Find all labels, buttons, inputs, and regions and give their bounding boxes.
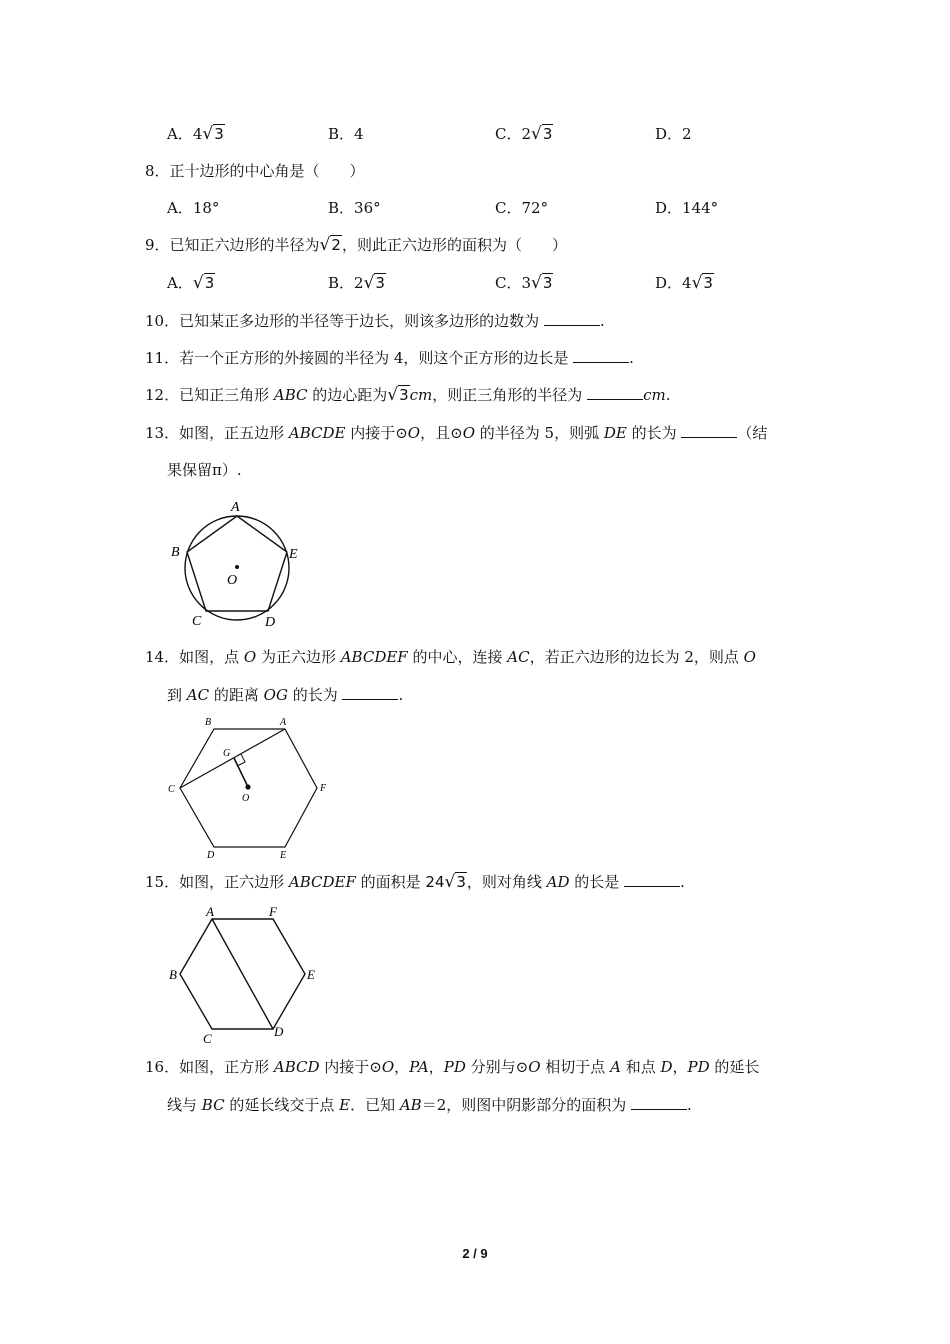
label-g: G: [223, 748, 231, 759]
q12-stem: 12．已知正三角形 ABC 的边心距为√3cm，则正三角形的半径为 cm.: [145, 385, 671, 405]
sqrt-symbol: √3: [387, 385, 409, 405]
label-f: F: [269, 904, 277, 919]
answer-blank[interactable]: [544, 311, 600, 326]
hexagon-figure-q14: [160, 712, 340, 862]
q8-stem: 8．正十边形的中心角是（ ）: [145, 162, 365, 180]
label-d: D: [207, 850, 215, 861]
diagonal-ad: [212, 919, 273, 1029]
segment-ac: [180, 729, 285, 788]
q9-stem: 9．已知正六边形的半径为√2，则此正六边形的面积为（ ）: [145, 235, 567, 255]
q7-option-c: C．2√3: [495, 124, 553, 144]
label-c: C: [192, 614, 202, 629]
q13-stem-line2: 果保留π）.: [167, 461, 242, 479]
segment-og: [234, 758, 248, 787]
sqrt-symbol: √2: [319, 235, 341, 255]
q9-option-c: C．3√3: [495, 273, 553, 293]
answer-blank[interactable]: [342, 685, 398, 700]
sqrt-symbol: √3: [202, 124, 224, 144]
answer-blank[interactable]: [631, 1095, 687, 1110]
label-e: E: [280, 850, 287, 861]
q7-option-d: D．2: [655, 125, 692, 143]
q9-option-b: B．2√3: [328, 273, 385, 293]
answer-blank[interactable]: [587, 385, 643, 400]
label-o: O: [227, 573, 238, 588]
label-c: C: [168, 784, 175, 795]
label-b: B: [205, 717, 212, 728]
sqrt-symbol: √3: [444, 872, 466, 892]
sqrt-symbol: √3: [531, 273, 553, 293]
label-b: B: [169, 967, 177, 982]
label-d: D: [274, 1024, 284, 1039]
label-b: B: [171, 545, 180, 560]
label-d: D: [265, 615, 276, 630]
q15-stem: 15．如图，正六边形 ABCDEF 的面积是 24√3，则对角线 AD 的长是 .: [145, 872, 685, 892]
label-c: C: [203, 1031, 212, 1046]
q7-option-b: B．4: [328, 125, 364, 143]
q11-stem: 11．若一个正方形的外接圆的半径为 4，则这个正方形的边长是 .: [145, 349, 634, 367]
center-point: [245, 784, 250, 789]
q9-option-d: D．4√3: [655, 273, 713, 293]
sqrt-symbol: √3: [531, 124, 553, 144]
label-e: E: [307, 967, 315, 982]
q13-stem: 13．如图，正五边形 ABCDE 内接于⊙O，且⊙O 的半径为 5，则弧 DE 的长为 （结: [145, 424, 768, 442]
center-point: [235, 565, 239, 569]
label-a: A: [231, 500, 240, 515]
q8-option-d: D．144°: [655, 199, 719, 217]
q14-stem-line2: 到 AC 的距离 OG 的长为 .: [167, 686, 404, 704]
answer-blank[interactable]: [624, 872, 680, 887]
q9-option-a: A．√3: [167, 273, 215, 293]
q8-option-a: A．18°: [167, 199, 220, 217]
sqrt-symbol: √3: [192, 273, 215, 293]
label-a: A: [280, 717, 287, 728]
label-e: E: [289, 547, 298, 562]
q16-stem: 16．如图，正方形 ABCD 内接于⊙O，PA，PD 分别与⊙O 相切于点 A 和点 D，PD 的延长: [145, 1058, 760, 1076]
page-number: 2 / 9: [462, 1246, 488, 1261]
q8-option-b: B．36°: [328, 199, 381, 217]
q7-option-a: A．4√3: [167, 124, 224, 144]
q14-stem: 14．如图，点 O 为正六边形 ABCDEF 的中心，连接 AC，若正六边形的边长为 2，则点 O: [145, 648, 756, 666]
q10-stem: 10．已知某正多边形的半径等于边长，则该多边形的边数为 .: [145, 312, 605, 330]
hexagon-figure-q15: [160, 900, 330, 1050]
pentagon-figure: [160, 495, 310, 635]
label-f: F: [320, 783, 327, 794]
answer-blank[interactable]: [681, 423, 737, 438]
sqrt-symbol: √3: [691, 273, 713, 293]
q16-stem-line2: 线与 BC 的延长线交于点 E．已知 AB＝2，则图中阴影部分的面积为 .: [167, 1096, 692, 1114]
label-a: A: [206, 904, 214, 919]
q8-option-c: C．72°: [495, 199, 549, 217]
label-o: O: [242, 793, 250, 804]
sqrt-symbol: √3: [363, 273, 385, 293]
answer-blank[interactable]: [573, 348, 629, 363]
